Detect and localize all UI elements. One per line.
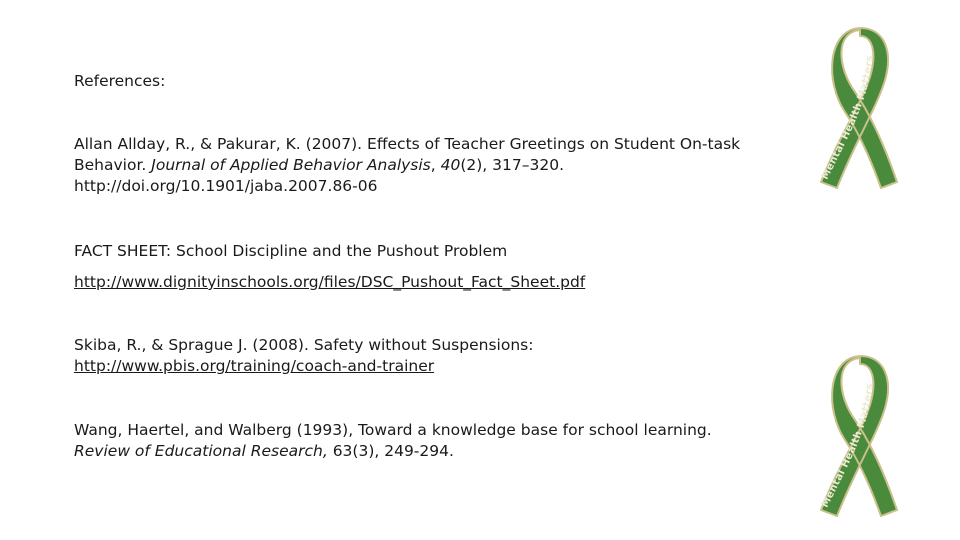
mental-health-ribbon-icon: [815, 350, 905, 520]
reference-fact-sheet-title: FACT SHEET: School Discipline and the Pushout Problem: [74, 242, 508, 260]
references-heading: References:: [74, 72, 166, 90]
reference-wang-journal: Review of Educational Research,: [74, 442, 328, 460]
reference-skiba-link[interactable]: http://www.pbis.org/training/coach-and-trainer: [74, 357, 435, 375]
reference-wang-line1: Wang, Haertel, and Walberg (1993), Toward a knowledge base for school learning.: [74, 421, 712, 439]
reference-allday-post: (2), 317–320.: [460, 156, 564, 174]
reference-wang-post: 63(3), 249-294.: [327, 442, 454, 460]
reference-skiba: [74, 335, 533, 377]
reference-allday-mid: ,: [430, 156, 441, 174]
reference-wang: [74, 420, 712, 462]
reference-allday-pre: Behavior.: [74, 156, 152, 174]
reference-allday-doi: http://doi.org/10.1901/jaba.2007.86-06: [74, 177, 378, 195]
reference-allday-line2: [74, 155, 740, 176]
reference-allday: [74, 134, 740, 197]
reference-allday-journal: Journal of Applied Behavior Analysis: [151, 156, 431, 174]
reference-skiba-line1: Skiba, R., & Sprague J. (2008). Safety without Suspensions:: [74, 336, 534, 354]
ribbon-text: Mental Health Matters: [819, 382, 876, 510]
reference-allday-line1: Allan Allday, R., & Pakurar, K. (2007). Effects of Teacher Greetings on Student On-task: [74, 135, 741, 153]
mental-health-ribbon-icon: [815, 22, 905, 192]
reference-allday-volume: 40: [440, 156, 461, 174]
reference-fact-sheet-link[interactable]: http://www.dignityinschools.org/files/DSC_Pushout_Fact_Sheet.pdf: [74, 273, 586, 291]
reference-wang-line2: [74, 441, 712, 462]
ribbon-text: Mental Health Matters: [819, 54, 876, 182]
